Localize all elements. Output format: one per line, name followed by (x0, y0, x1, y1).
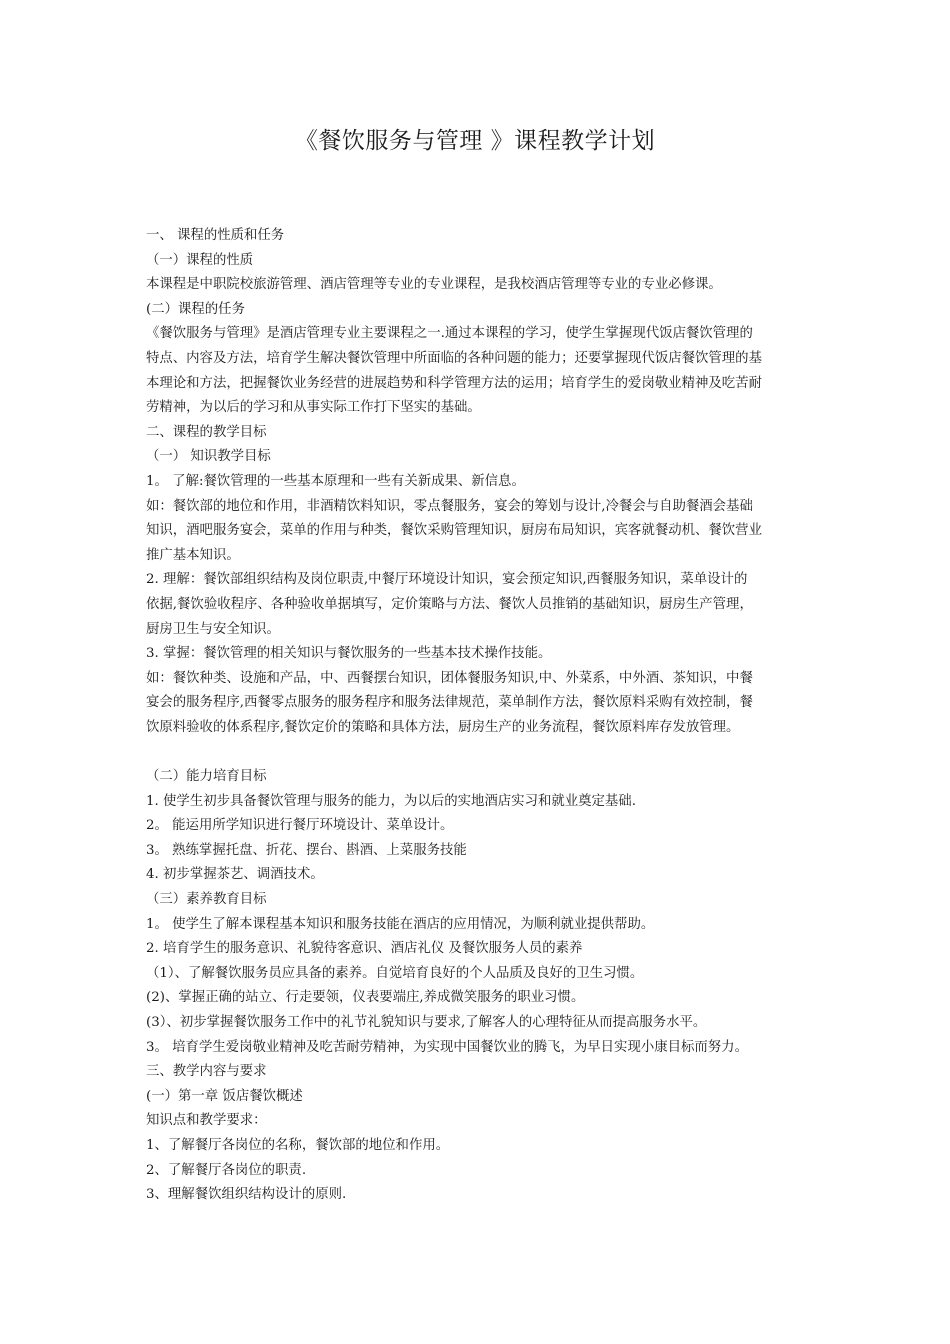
text-line: 4. 初步掌握茶艺、调酒技术。 (146, 867, 324, 883)
text-line: 1。 了解:餐饮管理的一些基本原理和一些有关新成果、新信息。 (146, 473, 525, 489)
text-line: （一）课程的性质 (146, 252, 254, 268)
text-line: (一）第一章 饭店餐饮概述 (146, 1088, 303, 1104)
text-line: 《餐饮服务与管理》是酒店管理专业主要课程之一.通过本课程的学习，使学生掌握现代饭店餐饮管理的 (146, 326, 753, 342)
text-line: 本课程是中职院校旅游管理、酒店管理等专业的专业课程，是我校酒店管理等专业的专业必修课。 (146, 277, 722, 293)
text-line: 饮原料验收的体系程序,餐饮定价的策略和具体方法，厨房生产的业务流程，餐饮原料库存发放管理。 (146, 719, 740, 735)
text-line: 2. 培育学生的服务意识、礼貌待客意识、酒店礼仪 及餐饮服务人员的素养 (146, 941, 583, 957)
text-line: 知识，酒吧服务宴会，菜单的作用与种类，餐饮采购管理知识，厨房布局知识，宾客就餐动机、餐饮营业 (146, 523, 762, 539)
text-line: 1。 使学生了解本课程基本知识和服务技能在酒店的应用情况，为顺利就业提供帮助。 (146, 916, 655, 932)
text-line: 2. 理解：餐饮部组织结构及岗位职责,中餐厅环境设计知识，宴会预定知识,西餐服务知识，菜单设计的 (146, 572, 748, 588)
text-line: 知识点和教学要求： (146, 1113, 267, 1129)
text-line: 宴会的服务程序,西餐零点服务的服务程序和服务法律规范，菜单制作方法，餐饮原料采购有效控制，餐 (146, 695, 753, 711)
text-line: （三）素养教育目标 (146, 892, 267, 908)
blank-line (146, 740, 810, 765)
text-line: 依据,餐饮验收程序、各种验收单据填写，定价策略与方法、餐饮人员推销的基础知识，厨房生产管理， (146, 596, 753, 612)
text-line: 3。 熟练掌握托盘、折花、摆台、斟酒、上菜服务技能 (146, 842, 467, 858)
text-line: 3。 培育学生爱岗敬业精神及吃苦耐劳精神，为实现中国餐饮业的腾飞，为早日实现小康目标而努力。 (146, 1039, 748, 1055)
text-line: 1. 使学生初步具备餐饮管理与服务的能力，为以后的实地酒店实习和就业奠定基础. (146, 793, 636, 809)
text-line: （一） 知识教学目标 (146, 449, 271, 465)
text-line: 三、教学内容与要求 (146, 1064, 267, 1080)
text-line: 二、课程的教学目标 (146, 424, 267, 440)
text-line: 一、 课程的性质和任务 (146, 228, 285, 243)
text-line: 2。 能运用所学知识进行餐厅环境设计、菜单设计。 (146, 818, 454, 834)
document-title: 《餐饮服务与管理 》课程教学计划 (294, 128, 656, 154)
text-line: 特点、内容及方法，培育学生解决餐饮管理中所面临的各种问题的能力；还要掌握现代饭店餐饮管理的基 (146, 350, 762, 366)
text-line: (3）、初步掌握餐饮服务工作中的礼节礼貌知识与要求,了解客人的心理特征从而提高服务水平。 (146, 1015, 707, 1030)
text-line: 如：餐饮种类、设施和产品，中、西餐摆台知识，团体餐服务知识,中、外菜系，中外酒、茶知识，中餐 (146, 670, 753, 686)
text-line: 本理论和方法，把握餐饮业务经营的进展趋势和科学管理方法的运用；培育学生的爱岗敬业精神及吃苦耐 (146, 375, 762, 391)
text-line: (二）课程的任务 (146, 301, 245, 317)
text-line: （二）能力培育目标 (146, 769, 267, 785)
text-line: 2、了解餐厅各岗位的职责. (146, 1162, 307, 1178)
text-line: (2)、掌握正确的站立、行走要领，仪表要端庄,养成微笑服务的职业习惯。 (146, 990, 585, 1006)
text-line: 劳精神，为以后的学习和从事实际工作打下坚实的基础。 (146, 400, 481, 416)
text-line: 厨房卫生与安全知识。 (146, 621, 280, 637)
text-line: 推广基本知识。 (146, 547, 240, 563)
text-line: 3、理解餐饮组织结构设计的原则. (146, 1187, 347, 1203)
document-body (146, 224, 810, 1208)
text-line: 3. 掌握：餐饮管理的相关知识与餐饮服务的一些基本技术操作技能。 (146, 646, 552, 662)
text-line: （1）、了解餐饮服务员应具备的素养。自觉培育良好的个人品质及良好的卫生习惯。 (146, 965, 644, 981)
text-line: 1、了解餐厅各岗位的名称，餐饮部的地位和作用。 (146, 1137, 450, 1153)
text-line: 如：餐饮部的地位和作用，非酒精饮料知识，零点餐服务，宴会的筹划与设计,冷餐会与自助餐酒会基础 (146, 498, 753, 514)
